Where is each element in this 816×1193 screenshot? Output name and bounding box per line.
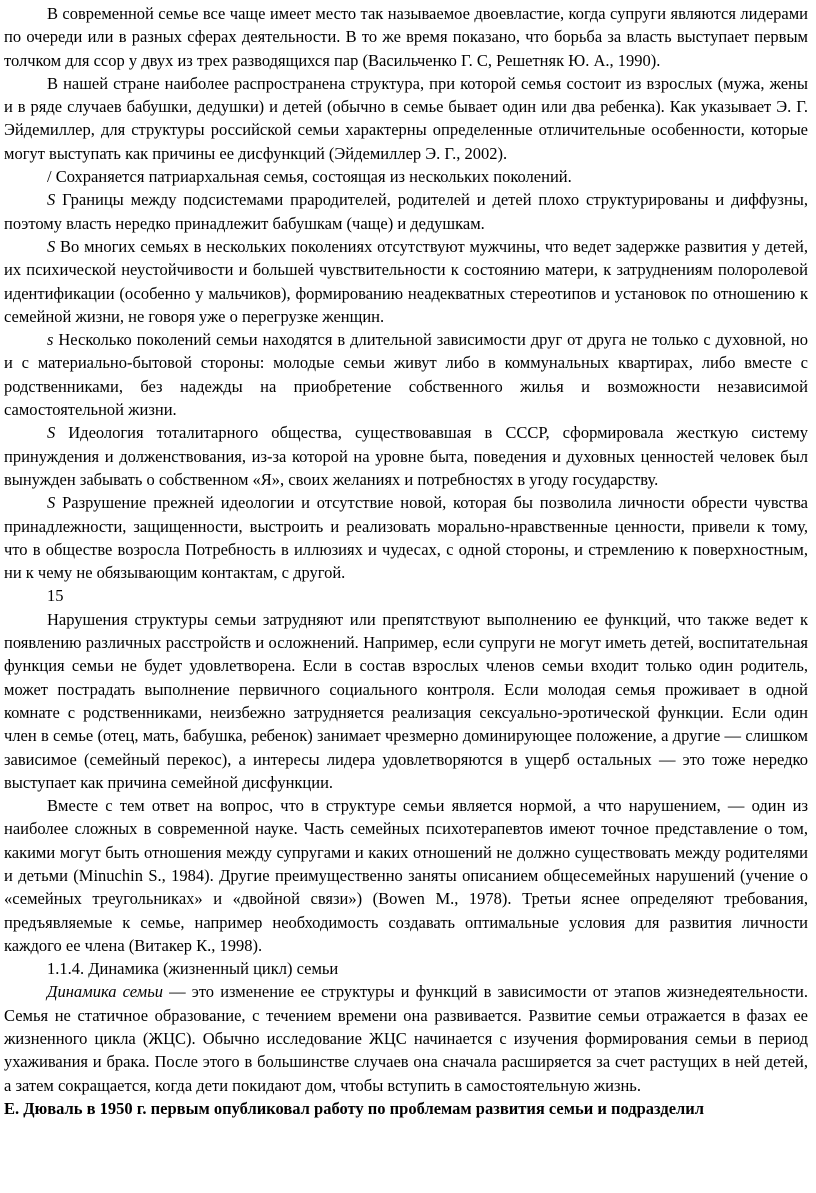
paragraph-text: Разрушение прежней идеологии и отсутствие новой, которая бы позволила личности обрести чувства принадлежности, защищенности, выстроить и реализовать морально-нравственные ценности, привели к тому, что в обществе возросла Потребность в иллюзиях и чудесах, с одной стороны, и стремлению к поверхностным, ни к чему не обязывающим контактам, с другой. xyxy=(4,493,808,583)
page-number: 15 xyxy=(47,586,64,606)
bold-paragraph-start: Е. Дюваль в 1950 г. первым опубликовал работу по проблемам развития семьи и подразделил xyxy=(4,1098,705,1118)
paragraph-text: — это изменение ее структуры и функций в зависимости от этапов жизнедеятельности. Семья не статичное образование, с течением времени она развивается. Развитие семьи отражается в фазах ее жизненного цикла (ЖЦС). Обычно исследование ЖЦС начинается с изучения формирования семьи в период ухаживания и брака. После этого в большинстве случаев она сначала расширяется за счет растущих в ней детей, а затем сокращается, когда дети покидают дом, чтобы вступить в самостоятельную жизнь. xyxy=(4,982,809,1095)
paragraph-dual-power: В современной семье все чаще имеет место так называемое двоевластие, когда супруги являются лидерами по очереди или в разных сферах деятельности. В то же время показано, что борьба за власть выступает первым толчком для ссор у двух из трех разводящихся пар (Васильченко Г. С, Решетняк Ю. А., 1990). xyxy=(4,4,808,70)
defined-term: Динамика семьи xyxy=(47,982,163,1002)
paragraph-norm-question: Вместе с тем ответ на вопрос, что в структуре семьи является нормой, а что нарушением, — один из наиболее сложных в современной науке. Часть семейных психотерапевтов имеют точное представление о том, какими могут быть отношения между супругами и каких отношений не должно существовать между родителями и детьми (Minuchin S., 1984). Другие преимущественно заняты описанием общесемейных нарушений (учение о «семейных треугольниках» и «двойной связи») (Bowen M., 1978). Третьи яснее определяют требования, предъявляемые к семье, например необходимость создавать оптимальные условия для развития личности каждого ее члена (Витакер К., 1998). xyxy=(4,796,808,955)
paragraph-absent-men xyxy=(4,235,808,328)
paragraph-family-structure: В нашей стране наиболее распространена структура, при которой семья состоит из взрослых (мужа, жены и в ряде случаев бабушки, дедушки) и детей (обычно в семье бывает один или два ребенка). Как указывает Э. Г. Эйдемиллер, для структуры российской семьи характерны определенные отличительные особенности, которые могут выступать как причины ее дисфункций (Эйдемиллер Э. Г., 2002). xyxy=(4,73,808,163)
paragraph-generational-dependence xyxy=(4,328,808,421)
bullet-marker: S xyxy=(47,423,56,443)
bullet-marker: S xyxy=(47,190,56,210)
section-heading: 1.1.4. Динамика (жизненный цикл) семьи xyxy=(47,959,339,979)
paragraph-ideology-collapse xyxy=(4,491,808,584)
paragraph-text: Несколько поколений семьи находятся в длительной зависимости друг от друга не только с духовной, но и с материально-бытовой стороны: молодые семьи живут либо в коммунальных квартирах, либо вместе с родственниками, без надежды на приобретение собственного жилья и возможности независимой самостоятельной жизни. xyxy=(4,330,808,420)
bullet-marker: s xyxy=(47,330,54,350)
paragraph-text: Идеология тоталитарного общества, существовавшая в СССР, сформировала жесткую систему принуждения и долженствования, из-за которой на уровне быта, поведения и духовных ценностей человек был вынужден забывать о собственном «Я», своих желаниях и потребностях в угоду государству. xyxy=(4,423,808,489)
paragraph-text: Во многих семьях в нескольких поколениях отсутствуют мужчины, что ведет задержке развития у детей, их психической неустойчивости и большей чувствительности к состоянию матери, к затруднениям полоролевой идентификации (особенно у мальчиков), формированию неадекватных стереотипов и установок по отношению к семейной жизни, не говоря уже о перегрузке женщин. xyxy=(4,236,808,326)
paragraph-family-dynamics xyxy=(4,980,808,1096)
bullet-marker: S xyxy=(47,236,56,256)
bullet-marker: S xyxy=(47,493,56,513)
paragraph-patriarchal-family: / Сохраняется патриархальная семья, состоящая из нескольких поколений. xyxy=(47,167,572,187)
paragraph-text: Границы между подсистемами прародителей, родителей и детей плохо структурированы и диффузны, поэтому власть нередко принадлежит бабушкам (чаще) и дедушкам. xyxy=(4,190,808,233)
paragraph-subsystem-boundaries xyxy=(4,188,808,235)
paragraph-structure-violations: Нарушения структуры семьи затрудняют или препятствуют выполнению ее функций, что также ведет к появлению различных расстройств и осложнений. Например, если супруги не могут иметь детей, воспитательная функция семьи не будет удовлетворена. Если в состав взрослых членов семьи входит только один родитель, может пострадать выполнение первичного социального контроля. Если молодая семья проживает в одной комнате с родственниками, неизбежно затрудняется реализация сексуально-эротической функции. Если один член в семье (отец, мать, бабушка, ребенок) занимает чрезмерно доминирующее положение, а другие — слишком зависимое (семейный перекос), а интересы лидера удовлетворяются в ущерб остальных — это тоже нередко выступает как причина семейной дисфункции. xyxy=(4,609,808,792)
paragraph-totalitarian-ideology xyxy=(4,421,808,491)
